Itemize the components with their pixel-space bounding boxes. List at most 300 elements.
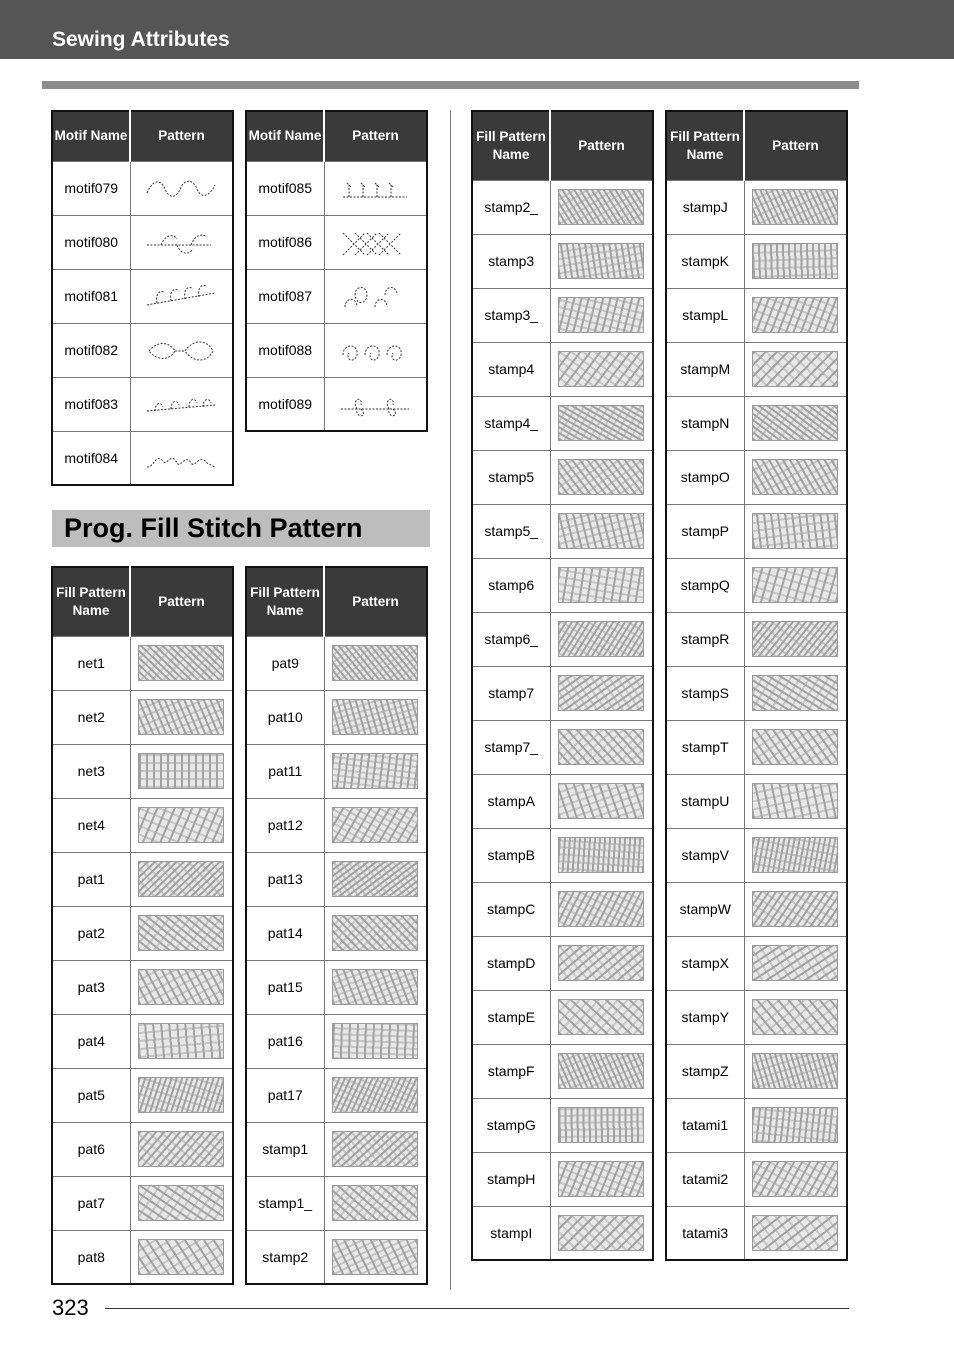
- pattern-preview-cell: [130, 798, 233, 852]
- pattern-preview-cell: [550, 936, 653, 990]
- pattern-preview-cell: [744, 936, 847, 990]
- pattern-name: motif081: [52, 269, 130, 323]
- table-row: [472, 396, 653, 450]
- fill-pattern-swatch: [752, 999, 838, 1035]
- table-row: [472, 558, 653, 612]
- fill-pattern-swatch: [138, 1239, 224, 1275]
- pattern-name: tatami3: [666, 1206, 744, 1260]
- table-row: [52, 852, 233, 906]
- pattern-name: pat8: [52, 1230, 130, 1284]
- pattern-preview-cell: [130, 636, 233, 690]
- pattern-name: stamp4_: [472, 396, 550, 450]
- pattern-name: stampK: [666, 234, 744, 288]
- pattern-preview-cell: [324, 744, 427, 798]
- pattern-name: motif083: [52, 377, 130, 431]
- pattern-name: stampM: [666, 342, 744, 396]
- fill-pattern-swatch: [558, 621, 644, 657]
- pattern-preview-cell: [744, 1044, 847, 1098]
- pattern-name: stamp5_: [472, 504, 550, 558]
- pattern-name: stampL: [666, 288, 744, 342]
- pattern-name: stampN: [666, 396, 744, 450]
- pattern-name: stamp6: [472, 558, 550, 612]
- fill-pattern-swatch: [138, 1131, 224, 1167]
- table-row: [52, 798, 233, 852]
- pattern-name: stampH: [472, 1152, 550, 1206]
- pattern-preview-cell: [744, 720, 847, 774]
- pattern-preview-cell: [130, 269, 233, 323]
- table-row: [666, 936, 847, 990]
- pattern-column-header: Pattern: [130, 111, 233, 161]
- table-row: [52, 161, 233, 215]
- pattern-preview-cell: [550, 288, 653, 342]
- pattern-name: stamp7: [472, 666, 550, 720]
- fill-pattern-swatch: [332, 807, 418, 843]
- pattern-preview-cell: [550, 1206, 653, 1260]
- fill-pattern-swatch: [752, 729, 838, 765]
- table-row: [666, 666, 847, 720]
- table-row: [246, 161, 427, 215]
- name-column-header: Fill Pattern Name: [666, 111, 744, 180]
- fill-pattern-swatch: [752, 351, 838, 387]
- fill-pattern-swatch: [752, 891, 838, 927]
- pattern-preview-cell: [130, 1068, 233, 1122]
- fill-pattern-swatch: [752, 513, 838, 549]
- pattern-name: pat10: [246, 690, 324, 744]
- pattern-name: stamp1_: [246, 1176, 324, 1230]
- fill-pattern-swatch: [332, 1185, 418, 1221]
- pattern-preview-cell: [744, 882, 847, 936]
- pattern-name: net3: [52, 744, 130, 798]
- pattern-preview-cell: [550, 1152, 653, 1206]
- pattern-preview-cell: [130, 377, 233, 431]
- fill-pattern-swatch: [138, 1077, 224, 1113]
- pattern-preview-cell: [324, 636, 427, 690]
- fill-pattern-swatch: [332, 969, 418, 1005]
- column-divider: [450, 110, 451, 1290]
- pattern-preview-cell: [744, 558, 847, 612]
- table-row: [666, 288, 847, 342]
- table-row: [472, 936, 653, 990]
- fill-pattern-swatch: [752, 459, 838, 495]
- table-row: [472, 234, 653, 288]
- pattern-preview-cell: [130, 215, 233, 269]
- fill-pattern-swatch: [752, 297, 838, 333]
- table-row: [472, 342, 653, 396]
- pattern-name: stampV: [666, 828, 744, 882]
- table-row: [246, 377, 427, 431]
- pattern-name: stampS: [666, 666, 744, 720]
- pattern-preview-cell: [130, 690, 233, 744]
- pattern-name: stampE: [472, 990, 550, 1044]
- table-row: [472, 1098, 653, 1152]
- fill-pattern-swatch: [558, 783, 644, 819]
- motif-preview: [141, 279, 221, 313]
- fill-pattern-swatch: [332, 1239, 418, 1275]
- motif-preview: [335, 387, 415, 421]
- table-row: [52, 1014, 233, 1068]
- pattern-preview-cell: [130, 1122, 233, 1176]
- header-row: [52, 111, 233, 161]
- pattern-preview-cell: [130, 744, 233, 798]
- pattern-name: tatami1: [666, 1098, 744, 1152]
- fill-pattern-swatch: [558, 567, 644, 603]
- pattern-name: stampZ: [666, 1044, 744, 1098]
- fill-pattern-swatch: [752, 945, 838, 981]
- table-row: [52, 906, 233, 960]
- motif-table-1: [51, 110, 234, 486]
- pattern-name: stamp2: [246, 1230, 324, 1284]
- pattern-preview-cell: [744, 828, 847, 882]
- pattern-name: stampJ: [666, 180, 744, 234]
- table-row: [666, 342, 847, 396]
- fill-pattern-swatch: [138, 1023, 224, 1059]
- table-row: [246, 852, 427, 906]
- table-row: [52, 431, 233, 485]
- pattern-name: tatami2: [666, 1152, 744, 1206]
- fill-pattern-swatch: [138, 969, 224, 1005]
- pattern-preview-cell: [324, 960, 427, 1014]
- pattern-preview-cell: [324, 798, 427, 852]
- fill-pattern-swatch: [138, 699, 224, 735]
- table-row: [246, 744, 427, 798]
- pattern-preview-cell: [550, 882, 653, 936]
- table-row: [246, 636, 427, 690]
- pattern-preview-cell: [324, 1176, 427, 1230]
- pattern-name: pat1: [52, 852, 130, 906]
- table-row: [666, 1044, 847, 1098]
- pattern-name: net1: [52, 636, 130, 690]
- pattern-name: pat14: [246, 906, 324, 960]
- pattern-name: stampD: [472, 936, 550, 990]
- table-row: [472, 450, 653, 504]
- motif-preview: [335, 171, 415, 205]
- fill-pattern-swatch: [332, 861, 418, 897]
- pattern-name: pat6: [52, 1122, 130, 1176]
- table-row: [472, 990, 653, 1044]
- fill-pattern-swatch: [138, 915, 224, 951]
- pattern-name: pat12: [246, 798, 324, 852]
- table-row: [472, 1152, 653, 1206]
- pattern-preview-cell: [324, 906, 427, 960]
- pattern-preview-cell: [744, 234, 847, 288]
- pattern-name: motif085: [246, 161, 324, 215]
- fill-pattern-swatch: [558, 1053, 644, 1089]
- pattern-name: stampX: [666, 936, 744, 990]
- fill-pattern-swatch: [138, 861, 224, 897]
- pattern-name: stampF: [472, 1044, 550, 1098]
- pattern-name: stampG: [472, 1098, 550, 1152]
- fill-pattern-swatch: [752, 189, 838, 225]
- pattern-name: net2: [52, 690, 130, 744]
- pattern-preview-cell: [324, 1230, 427, 1284]
- table-row: [472, 1044, 653, 1098]
- pattern-name: pat11: [246, 744, 324, 798]
- fill-pattern-swatch: [752, 405, 838, 441]
- table-row: [666, 504, 847, 558]
- table-row: [52, 636, 233, 690]
- table-row: [246, 1176, 427, 1230]
- fill-table-4: [665, 110, 848, 1261]
- pattern-preview-cell: [130, 852, 233, 906]
- fill-pattern-swatch: [558, 189, 644, 225]
- pattern-preview-cell: [130, 1230, 233, 1284]
- fill-pattern-swatch: [332, 1023, 418, 1059]
- header-row: [52, 567, 233, 636]
- table-row: [246, 1068, 427, 1122]
- motif-preview: [335, 333, 415, 367]
- fill-pattern-swatch: [558, 891, 644, 927]
- pattern-name: stampI: [472, 1206, 550, 1260]
- motif-preview: [335, 279, 415, 313]
- pattern-preview-cell: [550, 828, 653, 882]
- pattern-name: stampR: [666, 612, 744, 666]
- pattern-preview-cell: [324, 269, 427, 323]
- pattern-preview-cell: [744, 180, 847, 234]
- table-row: [472, 288, 653, 342]
- table-row: [666, 1152, 847, 1206]
- fill-pattern-swatch: [558, 297, 644, 333]
- table-row: [666, 882, 847, 936]
- fill-pattern-swatch: [138, 1185, 224, 1221]
- pattern-name: pat9: [246, 636, 324, 690]
- pattern-name: pat3: [52, 960, 130, 1014]
- name-column-header: Motif Name: [246, 111, 324, 161]
- pattern-preview-cell: [324, 1014, 427, 1068]
- table-row: [246, 1122, 427, 1176]
- pattern-preview-cell: [130, 960, 233, 1014]
- pattern-preview-cell: [550, 774, 653, 828]
- table-row: [246, 1014, 427, 1068]
- table-row: [472, 180, 653, 234]
- pattern-preview-cell: [130, 431, 233, 485]
- pattern-preview-cell: [744, 450, 847, 504]
- motif-table-2: [245, 110, 428, 432]
- section-heading: [52, 510, 430, 547]
- pattern-preview-cell: [130, 161, 233, 215]
- table-row: [472, 1206, 653, 1260]
- motif-preview: [335, 225, 415, 259]
- table-row: [472, 666, 653, 720]
- fill-pattern-swatch: [752, 621, 838, 657]
- fill-pattern-swatch: [332, 1131, 418, 1167]
- table-row: [246, 1230, 427, 1284]
- pattern-name: pat7: [52, 1176, 130, 1230]
- table-row: [246, 323, 427, 377]
- pattern-name: pat17: [246, 1068, 324, 1122]
- section-title: Prog. Fill Stitch Pattern: [64, 513, 363, 543]
- table-row: [472, 828, 653, 882]
- fill-pattern-swatch: [138, 645, 224, 681]
- pattern-preview-cell: [744, 288, 847, 342]
- pattern-name: stamp6_: [472, 612, 550, 666]
- table-row: [52, 1230, 233, 1284]
- fill-pattern-swatch: [558, 1107, 644, 1143]
- pattern-name: stamp3_: [472, 288, 550, 342]
- pattern-preview-cell: [324, 323, 427, 377]
- fill-table-3: [471, 110, 654, 1261]
- pattern-preview-cell: [130, 1014, 233, 1068]
- pattern-preview-cell: [744, 342, 847, 396]
- fill-pattern-swatch: [138, 753, 224, 789]
- fill-pattern-swatch: [332, 753, 418, 789]
- pattern-name: pat5: [52, 1068, 130, 1122]
- fill-pattern-swatch: [332, 699, 418, 735]
- pattern-preview-cell: [744, 396, 847, 450]
- pattern-name: stampY: [666, 990, 744, 1044]
- table-row: [52, 690, 233, 744]
- fill-pattern-swatch: [752, 243, 838, 279]
- pattern-preview-cell: [324, 377, 427, 431]
- fill-pattern-swatch: [332, 645, 418, 681]
- fill-pattern-swatch: [558, 729, 644, 765]
- pattern-name: stampT: [666, 720, 744, 774]
- footer-rule: [105, 1308, 849, 1309]
- fill-pattern-swatch: [558, 999, 644, 1035]
- pattern-name: motif079: [52, 161, 130, 215]
- pattern-name: stampW: [666, 882, 744, 936]
- name-column-header: Fill Pattern Name: [246, 567, 324, 636]
- table-row: [246, 690, 427, 744]
- table-row: [52, 960, 233, 1014]
- table-row: [52, 269, 233, 323]
- fill-pattern-swatch: [558, 459, 644, 495]
- pattern-name: stampQ: [666, 558, 744, 612]
- table-row: [666, 180, 847, 234]
- table-row: [666, 612, 847, 666]
- table-row: [666, 450, 847, 504]
- motif-preview: [141, 171, 221, 205]
- table-row: [246, 798, 427, 852]
- fill-pattern-swatch: [332, 1077, 418, 1113]
- pattern-preview-cell: [324, 690, 427, 744]
- pattern-name: motif084: [52, 431, 130, 485]
- table-row: [472, 720, 653, 774]
- pattern-preview-cell: [130, 1176, 233, 1230]
- pattern-name: stampP: [666, 504, 744, 558]
- pattern-preview-cell: [130, 906, 233, 960]
- header-row: [666, 111, 847, 180]
- fill-pattern-swatch: [752, 1053, 838, 1089]
- header-row: [472, 111, 653, 180]
- page-number: 323: [52, 1295, 89, 1320]
- pattern-name: stamp5: [472, 450, 550, 504]
- table-row: [246, 269, 427, 323]
- table-row: [666, 990, 847, 1044]
- fill-pattern-swatch: [558, 1161, 644, 1197]
- pattern-name: stampU: [666, 774, 744, 828]
- pattern-preview-cell: [550, 990, 653, 1044]
- table-row: [666, 828, 847, 882]
- header-row: [246, 111, 427, 161]
- fill-pattern-swatch: [752, 783, 838, 819]
- motif-preview: [141, 387, 221, 421]
- pattern-name: motif080: [52, 215, 130, 269]
- pattern-preview-cell: [550, 1044, 653, 1098]
- pattern-preview-cell: [744, 1098, 847, 1152]
- pattern-name: pat13: [246, 852, 324, 906]
- table-row: [52, 377, 233, 431]
- name-column-header: Fill Pattern Name: [472, 111, 550, 180]
- pattern-preview-cell: [744, 990, 847, 1044]
- fill-pattern-swatch: [752, 837, 838, 873]
- pattern-column-header: Pattern: [324, 567, 427, 636]
- table-row: [52, 1122, 233, 1176]
- table-row: [52, 215, 233, 269]
- pattern-preview-cell: [324, 1068, 427, 1122]
- pattern-name: stamp7_: [472, 720, 550, 774]
- pattern-name: motif082: [52, 323, 130, 377]
- pattern-preview-cell: [744, 1152, 847, 1206]
- table-row: [52, 323, 233, 377]
- pattern-name: motif087: [246, 269, 324, 323]
- pattern-name: stamp1: [246, 1122, 324, 1176]
- pattern-name: pat15: [246, 960, 324, 1014]
- table-row: [472, 774, 653, 828]
- pattern-name: motif088: [246, 323, 324, 377]
- pattern-name: pat2: [52, 906, 130, 960]
- table-row: [246, 215, 427, 269]
- fill-pattern-swatch: [752, 1107, 838, 1143]
- pattern-name: motif086: [246, 215, 324, 269]
- pattern-preview-cell: [550, 180, 653, 234]
- pattern-preview-cell: [744, 774, 847, 828]
- table-row: [666, 720, 847, 774]
- fill-table-2: [245, 566, 428, 1285]
- pattern-preview-cell: [130, 323, 233, 377]
- pattern-preview-cell: [550, 396, 653, 450]
- pattern-column-header: Pattern: [550, 111, 653, 180]
- fill-pattern-swatch: [752, 1215, 838, 1251]
- fill-pattern-swatch: [752, 567, 838, 603]
- motif-preview: [141, 225, 221, 259]
- pattern-preview-cell: [550, 342, 653, 396]
- table-row: [52, 1176, 233, 1230]
- table-row: [666, 1098, 847, 1152]
- fill-pattern-swatch: [558, 351, 644, 387]
- pattern-name: stampC: [472, 882, 550, 936]
- fill-pattern-swatch: [138, 807, 224, 843]
- pattern-preview-cell: [744, 666, 847, 720]
- pattern-name: stamp4: [472, 342, 550, 396]
- fill-pattern-swatch: [558, 837, 644, 873]
- pattern-preview-cell: [550, 666, 653, 720]
- table-row: [472, 882, 653, 936]
- pattern-name: pat4: [52, 1014, 130, 1068]
- header-row: [246, 567, 427, 636]
- fill-pattern-swatch: [558, 1215, 644, 1251]
- table-row: [246, 906, 427, 960]
- fill-table-1: [51, 566, 234, 1285]
- pattern-preview-cell: [744, 504, 847, 558]
- fill-pattern-swatch: [558, 675, 644, 711]
- table-row: [666, 558, 847, 612]
- fill-pattern-swatch: [558, 513, 644, 549]
- motif-preview: [141, 441, 221, 475]
- page-header: [0, 0, 954, 59]
- pattern-column-header: Pattern: [324, 111, 427, 161]
- pattern-preview-cell: [550, 450, 653, 504]
- table-row: [666, 396, 847, 450]
- table-row: [666, 1206, 847, 1260]
- table-row: [246, 960, 427, 1014]
- table-row: [52, 1068, 233, 1122]
- pattern-preview-cell: [324, 852, 427, 906]
- fill-pattern-swatch: [332, 915, 418, 951]
- pattern-column-header: Pattern: [130, 567, 233, 636]
- name-column-header: Fill Pattern Name: [52, 567, 130, 636]
- motif-preview: [141, 333, 221, 367]
- header-rule: [42, 81, 859, 89]
